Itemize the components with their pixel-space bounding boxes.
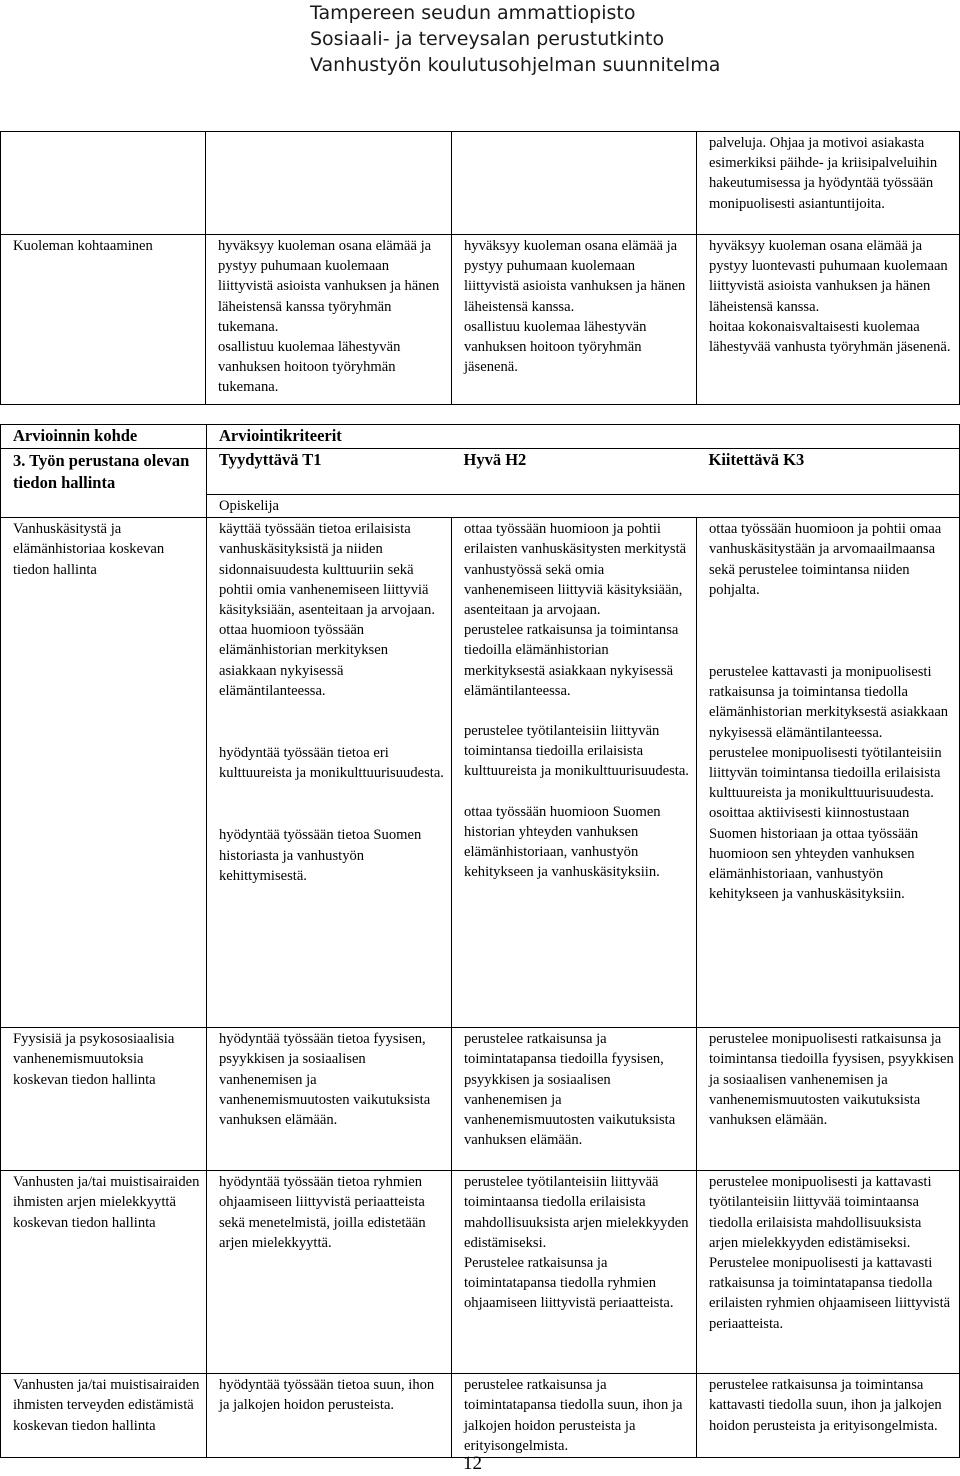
t1-text: hyödyntää työssään tietoa eri kulttuureista ja monikulttuurisuudesta. [219,745,444,782]
header-plan: Vanhustyön koulutusohjelman suunnitelma [310,54,721,76]
t1-text: hyödyntää työssään tietoa ryhmien ohjaamiseen liittyvistä periaatteista sekä menetelmistä, joilla edistetään arjen mielekkyyttä. [219,1174,426,1251]
prev-cell-1 [1,132,206,235]
target-text: Vanhusten ja/tai muistisairaiden ihmisten terveyden edistämistä koskevan tiedon hallinta [13,1377,200,1434]
h2-text: Perustelee ratkaisunsa ja toimintatapansa tiedolla ryhmien ohjaamiseen liittyvistä periaatteista. [464,1255,674,1312]
target-cell [1,1374,207,1458]
target-text: Vanhuskäsitystä ja elämänhistoriaa koskevan tiedon hallinta [13,521,165,578]
table-row [1,132,960,235]
h2-text: perustelee ratkaisunsa ja toimintansa tiedoilla elämänhistorian merkityksestä asiakkaan nykyisessä elämäntilanteessa. [464,622,679,699]
h2-text-b: osallistuu kuolemaa lähestyvän vanhuksen hoitoon työryhmän jäsenenä. [464,318,647,376]
t1-text: hyödyntää työssään tietoa fyysisen, psyykkisen ja sosiaalisen vanhenemisen ja vanhenemismuutosten vaikutuksista vanhuksen elämään. [219,1031,431,1129]
t1-text-b: osallistuu kuolemaa lähestyvän vanhuksen hoitoon työryhmän tukemana. [218,339,401,396]
h2-cell [452,518,697,1028]
h2-text: perustelee ratkaisunsa ja toimintatapansa tiedoilla fyysisen, psyykkisen ja sosiaalisen vanhenemisen ja vanhenemismuutosten vaikutuksista vanhuksen elämään. [464,1031,676,1149]
t1-text-a: hyväksyy kuoleman osana elämää ja pystyy puhumaan kuolemaan liittyvistä asioista vanhuksen ja hänen läheistensä kanssa työryhmän tukemana. [218,238,440,335]
h2-cell [452,1028,697,1171]
prev-cell-3 [452,132,697,235]
k3-cell [697,518,960,1028]
level-h2: Hyvä H2 [452,449,697,495]
t1-text: hyödyntää työssään tietoa suun, ihon ja jalkojen hoidon perusteista. [219,1377,435,1414]
top-table [0,131,960,405]
prev-cell-4 [697,132,960,235]
t1-cell [207,518,452,1028]
header-institution: Tampereen seudun ammattiopisto [310,2,636,24]
target-cell [1,1171,207,1374]
table-row [1,1171,960,1374]
table-row [1,518,960,1028]
k3-text: osoittaa aktiivisesti kiinnostustaan Suomen historiaan ja ottaa työssään huomioon sen yhteyden vanhuksen elämänhistoriaan, vanhustyön kehitykseen ja vanhuskäsityksiin. [709,805,919,903]
assessment-table [0,424,960,1458]
role-label: Opiskelija [207,495,960,518]
k3-cell [697,1171,960,1374]
row-label: Kuoleman kohtaaminen [13,238,153,254]
page-header [0,0,960,90]
target-text: Vanhusten ja/tai muistisairaiden ihmisten arjen mielekkyyttä koskevan tiedon hallinta [13,1174,200,1231]
k3-text: Perustelee monipuolisesti ja kattavasti ratkaisunsa ja toimintatapansa tiedolla erilaisten ryhmien ohjaamiseen liittyvistä periaatteista. [709,1255,951,1332]
k3-text: perustelee monipuolisesti ratkaisunsa ja toimintansa tiedoilla fyysisen, psyykkisen ja sosiaalisen vanhenemisen ja vanhenemismuutosten vaikutuksista vanhuksen elämään. [709,1031,954,1129]
k3-cell [697,235,960,405]
table-row [1,1374,960,1458]
table-row [1,1028,960,1171]
section-title: 3. Työn perustana olevan tiedon hallinta [1,449,207,518]
h2-text: ottaa työssään huomioon Suomen historian yhteyden vanhuksen elämänhistoriaan, vanhustyön kehitykseen ja vanhuskäsityksiin. [464,803,661,881]
k3-text: perustelee monipuolisesti työtilanteisiin liittyvän toimintansa tiedoilla erilaisista kulttuureista ja monikulttuurisuudesta. [709,744,942,802]
target-header: Arvioinnin kohde [1,425,207,449]
table-row [1,235,960,405]
t1-text: käyttää työssään tietoa erilaisista vanhuskäsityksistä ja niiden sidonnaisuudesta kulttuuriin sekä pohtii omia vanhenemiseen liittyviä käsityksiään, asenteitaan ja arvojaan. [219,521,435,619]
h2-text: perustelee työtilanteisiin liittyvän toimintansa tiedoilla erilaisista kulttuureista ja monikulttuurisuudesta. [464,723,689,780]
table-row [1,425,960,449]
level-k3: Kiitettävä K3 [697,449,960,495]
k3-text: perustelee ratkaisunsa ja toimintansa kattavasti tiedolla suun, ihon ja jalkojen hoidon perusteista ja erityisongelmista. [709,1377,942,1434]
h2-text: ottaa työssään huomioon ja pohtii erilaisten vanhuskäsitysten merkitystä vanhustyössä sekä omia vanhenemiseen liittyviä käsityksiään, asenteitaan ja arvojaan. [464,521,687,619]
target-cell [1,518,207,1028]
h2-text: perustelee työtilanteisiin liittyvää toimintaansa tiedolla erilaisista mahdollisuuksista arjen mielekkyyden edistämiseksi. [464,1174,689,1251]
prev-k3-text: palveluja. Ohjaa ja motivoi asiakasta esimerkiksi päihde- ja kriisipalveluihin hakeutumisessa ja hyödyntää työssään monipuolisesti asiantuntijoita. [709,135,938,212]
criteria-header: Arviointikriteerit [207,425,960,449]
h2-text-a: hyväksyy kuoleman osana elämää ja pystyy puhumaan kuolemaan liittyvistä asioista vanhuksen ja hänen läheistensä kanssa. [464,238,686,315]
target-text: Fyysisiä ja psykososiaalisia vanhenemismuutoksia koskevan tiedon hallinta [13,1031,175,1088]
k3-text: ottaa työssään huomioon ja pohtii omaa vanhuskäsitystään ja arvomaailmaansa sekä perustelee toimintansa niiden pohjalta. [709,521,942,598]
t1-text: hyödyntää työssään tietoa Suomen historiasta ja vanhustyön kehittymisestä. [219,827,422,884]
k3-cell [697,1374,960,1458]
h2-cell [452,235,697,405]
t1-cell [207,1171,452,1374]
prev-cell-2 [206,132,452,235]
h2-cell [452,1171,697,1374]
page-number: 12 [463,1453,482,1474]
k3-text-a: hyväksyy kuoleman osana elämää ja pystyy luontevasti puhumaan kuolemaan liittyvistä asioista vanhuksen ja hänen läheistensä kanssa. [709,238,948,315]
k3-cell [697,1028,960,1171]
t1-cell [207,1374,452,1458]
table-row [1,449,960,495]
h2-cell [452,1374,697,1458]
header-degree: Sosiaali- ja terveysalan perustutkinto [310,28,665,50]
k3-text: perustelee kattavasti ja monipuolisesti ratkaisunsa ja toimintansa tiedolla elämänhistorian merkityksestä asiakkaan nykyisessä elämäntilanteessa. [709,664,949,741]
k3-text-b: hoitaa kokonaisvaltaisesti kuolemaa lähestyvää vanhusta työryhmän jäsenenä. [709,318,951,356]
t1-cell [206,235,452,405]
h2-text: perustelee ratkaisunsa ja toimintatapansa tiedolla suun, ihon ja jalkojen hoidon perusteista ja erityisongelmista. [464,1377,683,1454]
k3-text: perustelee monipuolisesti ja kattavasti työtilanteisiin liittyvää toimintaansa tiedolla erilaisista mahdollisuuksista arjen mielekkyyden edistämiseksi. [709,1174,932,1251]
t1-cell [207,1028,452,1171]
row-label-cell [1,235,206,405]
level-t1: Tyydyttävä T1 [207,449,452,495]
t1-text: ottaa huomioon työssään elämänhistorian merkityksen asiakkaan nykyisessä elämäntilanteessa. [219,622,388,699]
target-cell [1,1028,207,1171]
